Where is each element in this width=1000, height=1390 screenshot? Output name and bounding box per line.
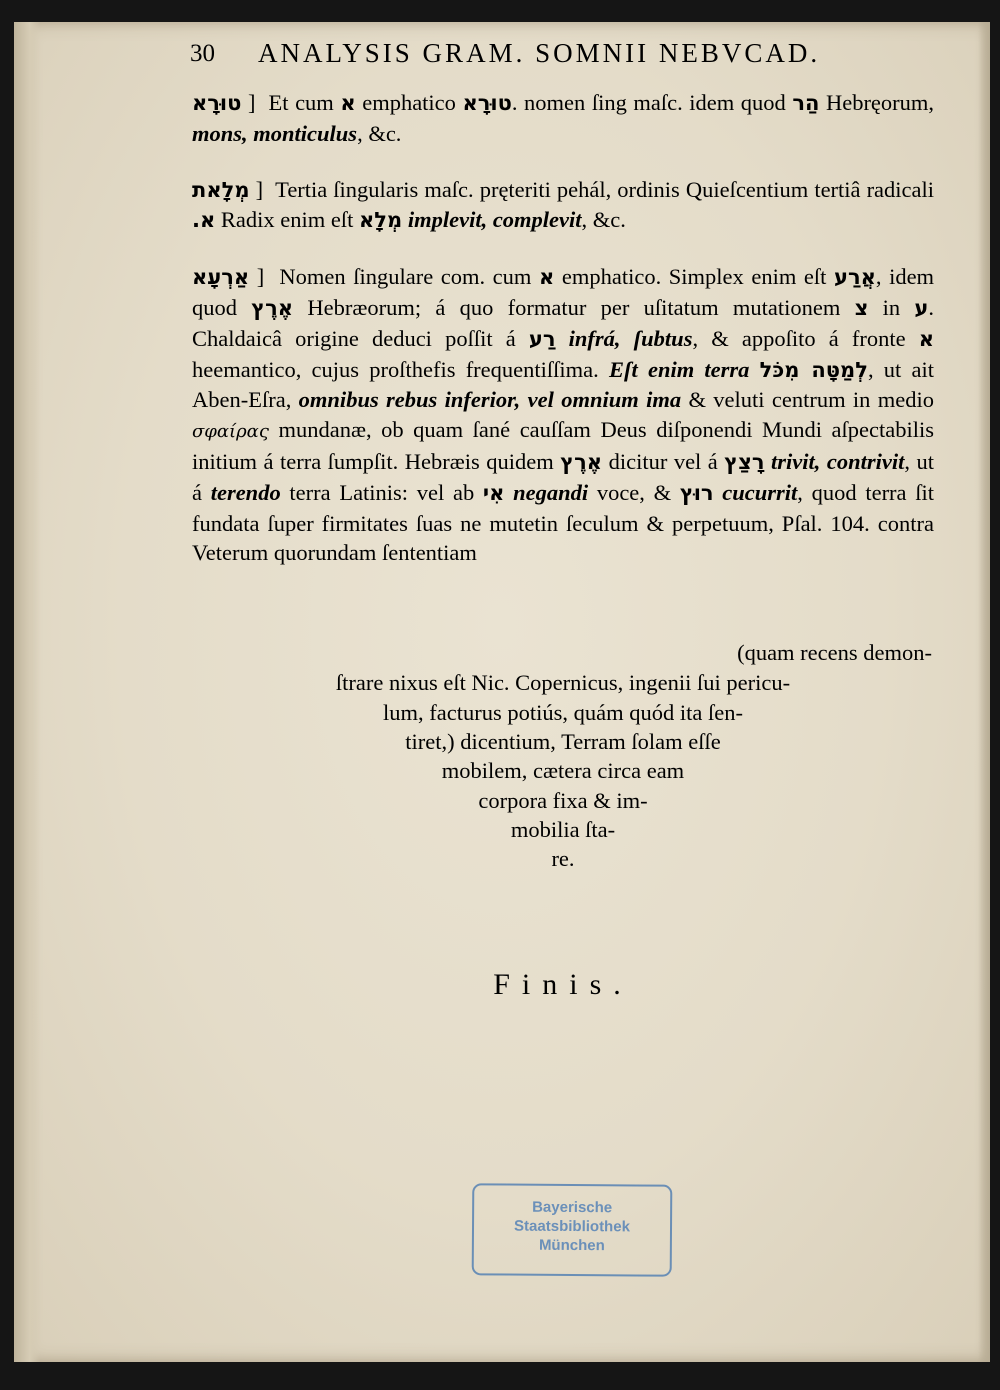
greek-word: σφαίρας — [192, 421, 269, 443]
text-run: voce, & — [596, 479, 672, 505]
hebrew-word: א — [538, 265, 555, 290]
italic-gloss: cucurrit — [722, 479, 798, 505]
page-gutter-shadow — [14, 22, 40, 1362]
hebrew-word: א — [918, 326, 935, 351]
text-run: in — [882, 294, 901, 320]
hebrew-word: אִי — [482, 480, 505, 505]
tapered-line-7: mobilia ſta- — [510, 817, 616, 842]
text-run: Radix enim eſt — [220, 207, 354, 233]
text-run: , & appoſito á fronte — [692, 325, 906, 351]
stamp-line-3: München — [538, 1236, 605, 1255]
tapered-line-6: corpora fixa & im- — [478, 788, 648, 813]
text-run: Et cum — [268, 90, 334, 115]
hebrew-word: א. — [192, 208, 216, 233]
text-run: , quod terra ſit fundata ſuper firmitates ſuas ne mutetin ſeculum & perpetuum, Pſal. 104. contra Veterum quorundam ſententiam — [192, 479, 934, 566]
finis-heading: Finis. — [493, 968, 633, 1001]
text-run: emphatico. Simplex enim eſt — [561, 264, 827, 290]
hebrew-word: רוּץ — [679, 480, 714, 505]
text-run: , idem quod — [192, 264, 935, 320]
hebrew-word: מְלָא — [359, 208, 403, 233]
library-stamp — [472, 1183, 673, 1276]
italic-gloss: negandi — [513, 479, 589, 505]
tapered-line-1: (quam recens demon- — [737, 640, 932, 665]
text-run: Nomen ſingulare com. cum — [279, 264, 532, 290]
bracket: ] — [247, 90, 256, 115]
hebrew-lemma: מְלָאת — [192, 177, 250, 202]
page-edge — [978, 22, 990, 1362]
text-run: mundanæ, ob quam ſané cauſſam Deus diſponendi Mundi aſpectabilis initium á terra ſumpſit. Hebræis quidem — [192, 417, 935, 474]
tapered-line-4: tiret,) dicentium, Terram ſolam eſſe — [405, 729, 721, 754]
hebrew-lemma: טוּרָא — [192, 91, 242, 115]
text-run: dicitur vel á — [608, 448, 718, 474]
main-text — [192, 88, 934, 568]
italic-gloss: terendo — [210, 479, 281, 505]
page-header — [190, 38, 910, 78]
tapered-line-3: lum, facturus potiús, quám quód ita ſen- — [383, 700, 743, 725]
tapered-line-2: ſtrare nixus eſt Nic. Copernicus, ingenii ſui pericu- — [335, 670, 791, 695]
page-number: 30 — [190, 40, 215, 67]
italic-gloss: Eſt enim terra — [609, 356, 750, 382]
text-run: emphatico — [362, 90, 456, 115]
text-run: . Chaldaicâ origine deduci poſſit á — [192, 294, 934, 351]
bracket: ] — [255, 176, 264, 202]
tapered-line-5: mobilem, cætera circa eam — [441, 758, 685, 783]
stamp-line-2: Staatsbibliothek — [514, 1217, 631, 1236]
text-run: Hebręorum, — [825, 90, 935, 115]
hebrew-word: צ — [854, 295, 869, 320]
italic-gloss: omnibus rebus inferior, vel omnium ima — [298, 387, 682, 413]
text-run: , &c. — [581, 207, 626, 233]
text-run: , ut á — [192, 448, 935, 505]
hebrew-word: הַר — [792, 91, 820, 115]
hebrew-word: אֲרַע — [833, 265, 876, 290]
hebrew-word: א — [340, 91, 356, 115]
italic-gloss: implevit, complevit — [407, 207, 582, 233]
hebrew-word: אֶרֶץ — [560, 449, 603, 474]
entry-melat — [192, 175, 934, 237]
text-run: Tertia ſingularis maſc. pręteriti pehál, ordinis Quieſcentium tertiâ radicali — [275, 176, 935, 202]
stamp-line-1: Bayerische — [532, 1198, 613, 1217]
entry-ara — [192, 262, 934, 568]
running-head: ANALYSIS GRAM. SOMNII NEBVCAD. — [258, 38, 821, 68]
hebrew-lemma: אַרְעָא — [192, 265, 250, 290]
hebrew-word: טוּרָא — [462, 91, 512, 115]
hebrew-word: ע — [914, 295, 929, 320]
italic-gloss: trivit, contrivit — [771, 448, 905, 474]
italic-gloss: infrá, ſubtus — [568, 325, 693, 351]
text-run: Hebræorum; á quo formatur per uſitatum mutationem — [307, 294, 841, 320]
text-run: , &c. — [357, 120, 402, 146]
text-run: heemantico, cujus proſthefis frequentiſſima. — [192, 356, 599, 382]
tapered-line-8: re. — [551, 846, 575, 871]
hebrew-word: לְמַטָּה מִכֹּל — [759, 357, 868, 382]
text-run: terra Latinis: vel ab — [289, 479, 475, 505]
hebrew-word: רָצַץ — [724, 449, 765, 474]
text-run: . nomen ſing maſc. idem quod — [511, 90, 786, 115]
bracket: ] — [256, 264, 265, 290]
entry-tura — [192, 88, 934, 149]
hebrew-word: אֶרֶץ — [251, 295, 294, 320]
hebrew-word: רַע — [528, 326, 556, 351]
text-run: , ut ait Aben-Eſra, — [192, 356, 934, 413]
italic-gloss: mons, monticulus — [192, 120, 358, 146]
text-run: & veluti centrum in medio — [688, 387, 935, 413]
